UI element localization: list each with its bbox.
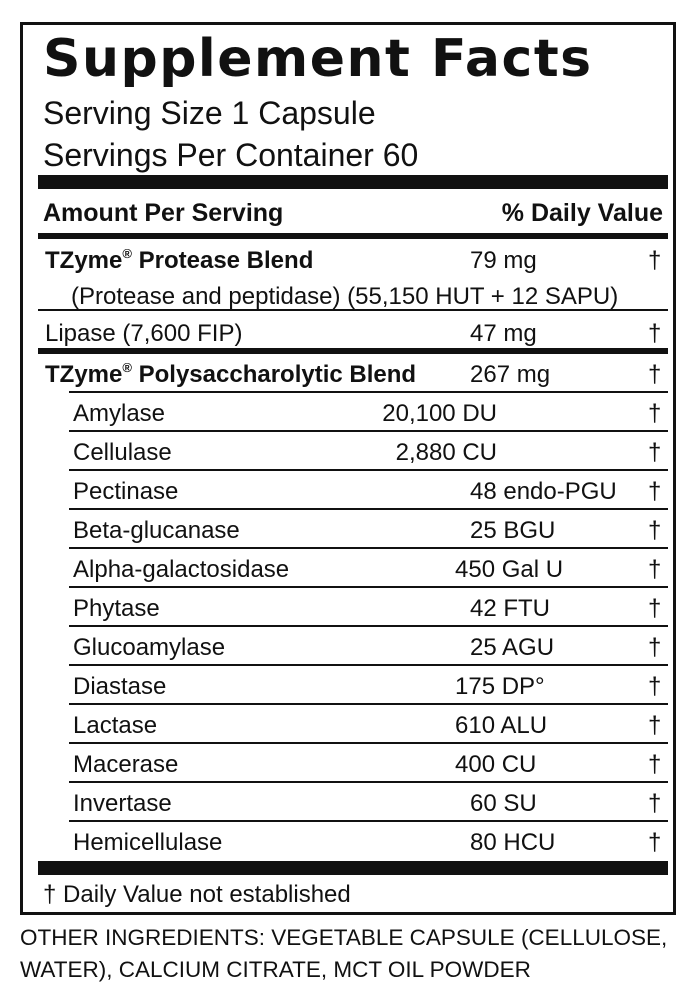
ingredient-amount: 20,100 DU xyxy=(382,400,497,427)
ingredient-name: TZyme® Polysaccharolytic Blend xyxy=(45,360,417,388)
daily-value-label: % Daily Value xyxy=(501,199,663,227)
ingredient-amount: 47 mg xyxy=(470,320,537,347)
dagger-mark: † xyxy=(648,439,662,466)
dagger-mark: † xyxy=(648,361,662,388)
ingredient-amount: 60 SU xyxy=(470,790,537,817)
ingredient-amount: 42 FTU xyxy=(470,595,551,622)
table-row xyxy=(23,356,673,394)
dagger-mark: † xyxy=(648,320,662,347)
dagger-mark: † xyxy=(648,478,662,505)
table-row xyxy=(23,473,673,511)
dagger-mark: † xyxy=(648,556,662,583)
ingredient-name: Amylase xyxy=(73,400,166,427)
serving-size: Serving Size 1 Capsule xyxy=(43,95,376,131)
dagger-mark: † xyxy=(648,712,662,739)
ingredient-amount: 79 mg xyxy=(470,247,537,274)
ingredient-name: Lactase xyxy=(73,712,158,739)
table-row xyxy=(23,746,673,784)
ingredient-amount: 25 AGU xyxy=(470,634,555,661)
daily-value-footnote: † Daily Value not established xyxy=(43,881,351,908)
panel-title: Supplement Facts xyxy=(43,29,593,89)
ingredient-name: Glucoamylase xyxy=(73,634,226,661)
table-row xyxy=(23,278,673,316)
ingredient-amount: 610 ALU xyxy=(455,712,548,739)
amount-per-serving-label: Amount Per Serving xyxy=(43,199,284,227)
dagger-mark: † xyxy=(648,673,662,700)
header-divider xyxy=(38,233,668,239)
table-row xyxy=(23,707,673,745)
table-row xyxy=(23,785,673,823)
ingredient-amount: 267 mg xyxy=(470,361,551,388)
ingredient-amount: 25 BGU xyxy=(470,517,556,544)
servings-per-container: Servings Per Container 60 xyxy=(43,137,419,173)
dagger-mark: † xyxy=(648,247,662,274)
bottom-thick-bar xyxy=(38,861,668,875)
table-row xyxy=(23,395,673,433)
dagger-mark: † xyxy=(648,751,662,778)
column-header xyxy=(43,193,663,233)
ingredient-name: Beta-glucanase xyxy=(73,517,240,544)
table-row xyxy=(23,551,673,589)
table-row xyxy=(23,242,673,280)
blend-description: (Protease and peptidase) (55,150 HUT + 12 SAPU) xyxy=(71,283,619,310)
dagger-mark: † xyxy=(648,829,662,856)
ingredient-amount: 48 endo-PGU xyxy=(470,478,617,505)
dagger-mark: † xyxy=(648,517,662,544)
ingredient-amount: 2,880 CU xyxy=(395,439,497,466)
table-row xyxy=(23,629,673,667)
ingredient-name: Hemicellulase xyxy=(73,829,223,856)
top-thick-bar xyxy=(38,175,668,189)
ingredient-name: Diastase xyxy=(73,673,167,700)
table-row xyxy=(23,434,673,472)
table-row xyxy=(23,668,673,706)
other-ingredients: OTHER INGREDIENTS: VEGETABLE CAPSULE (CELLULOSE, WATER), CALCIUM CITRATE, MCT OIL POWDER xyxy=(20,925,668,982)
dagger-mark: † xyxy=(648,400,662,427)
ingredient-name: Pectinase xyxy=(73,478,179,505)
ingredient-name: Cellulase xyxy=(73,439,172,466)
ingredient-amount: 400 CU xyxy=(455,751,537,778)
ingredient-name: TZyme® Protease Blend xyxy=(45,246,314,274)
ingredient-amount: 175 DP° xyxy=(455,673,545,700)
dagger-mark: † xyxy=(648,634,662,661)
ingredient-name: Macerase xyxy=(73,751,179,778)
dagger-mark: † xyxy=(648,790,662,817)
ingredient-name: Lipase (7,600 FIP) xyxy=(45,320,243,347)
ingredient-name: Invertase xyxy=(73,790,172,817)
table-row xyxy=(23,315,673,353)
table-row xyxy=(23,512,673,550)
supplement-facts-panel xyxy=(20,22,676,915)
ingredient-name: Alpha-galactosidase xyxy=(73,556,290,583)
ingredient-amount: 450 Gal U xyxy=(455,556,564,583)
ingredient-name: Phytase xyxy=(73,595,160,622)
table-row xyxy=(23,590,673,628)
ingredient-amount: 80 HCU xyxy=(470,829,556,856)
table-row xyxy=(23,824,673,862)
dagger-mark: † xyxy=(648,595,662,622)
